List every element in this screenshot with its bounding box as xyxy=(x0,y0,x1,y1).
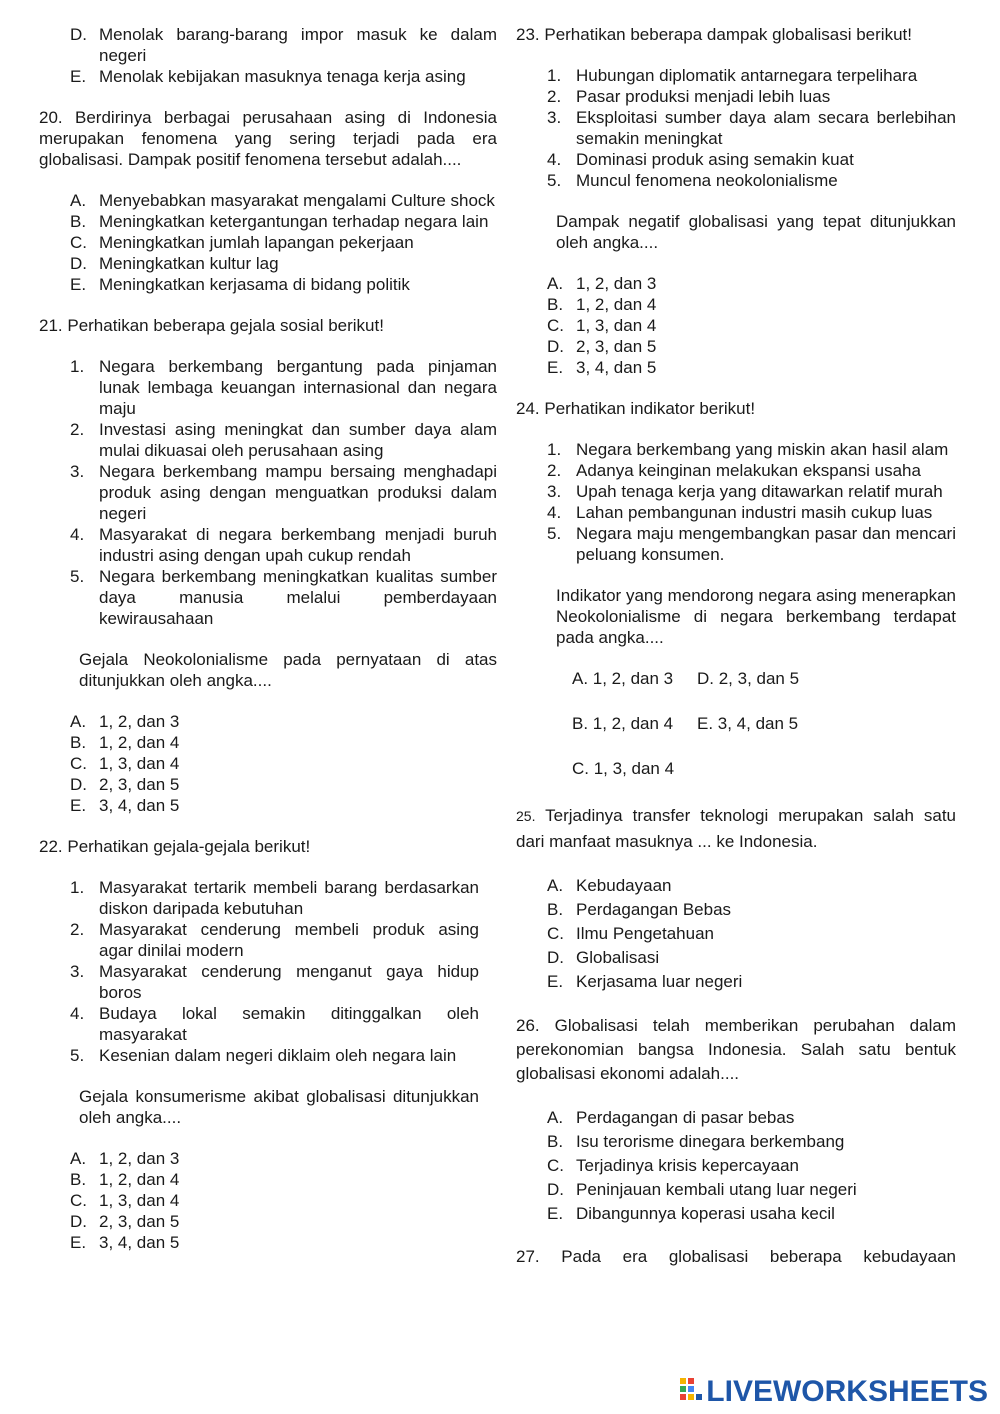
q23-options xyxy=(516,273,956,378)
q24-indicator-1: 1. Negara berkembang yang miskin akan hasil alam xyxy=(547,440,949,459)
q25-option-c[interactable]: C. Ilmu Pengetahuan xyxy=(547,924,714,943)
q26-option-e[interactable]: E. Dibangunnya koperasi usaha kecil xyxy=(547,1204,835,1223)
q23-option-b[interactable]: B. 1, 2, dan 4 xyxy=(547,295,657,314)
right-column xyxy=(516,24,956,1267)
q23-option-d[interactable]: D. 2, 3, dan 5 xyxy=(547,337,657,356)
q23-lead: Dampak negatif globalisasi yang tepat ditunjukkan oleh angka.... xyxy=(556,212,956,252)
q26-options xyxy=(516,1106,956,1226)
q21-option-e[interactable]: E. 3, 4, dan 5 xyxy=(70,796,180,815)
q24-indicator-3: 3. Upah tenaga kerja yang ditawarkan relatif murah xyxy=(547,482,943,501)
q23-option-c[interactable]: C. 1, 3, dan 4 xyxy=(547,316,657,335)
q25-option-a[interactable]: A. Kebudayaan xyxy=(547,876,672,895)
q21-option-c[interactable]: C. 1, 3, dan 4 xyxy=(70,754,180,773)
q26-stem: 26. Globalisasi telah memberikan perubahan dalam perekonomian bangsa Indonesia. Salah satu bentuk globalisasi ekonomi adalah.... xyxy=(516,1016,956,1083)
q22-option-a[interactable]: A. 1, 2, dan 3 xyxy=(70,1149,180,1168)
q21-statements xyxy=(39,356,497,629)
q20-options xyxy=(39,190,497,295)
q26-option-d[interactable]: D. Peninjauan kembali utang luar negeri xyxy=(547,1180,857,1199)
q22-block xyxy=(39,877,479,1128)
q26-option-c[interactable]: C. Terjadinya krisis kepercayaan xyxy=(547,1156,799,1175)
liveworksheets-logo xyxy=(680,1374,988,1408)
left-column xyxy=(39,24,497,1253)
q24-option-d[interactable]: D. 2, 3, dan 5 xyxy=(697,669,800,688)
q23-option-e[interactable]: E. 3, 4, dan 5 xyxy=(547,358,657,377)
q23-statement-4: 4. Dominasi produk asing semakin kuat xyxy=(547,150,854,169)
q23-option-a[interactable]: A. 1, 2, dan 3 xyxy=(547,274,657,293)
q22-option-c[interactable]: C. 1, 3, dan 4 xyxy=(70,1191,180,1210)
q19-option-e[interactable]: E. Menolak kebijakan masuknya tenaga kerja asing xyxy=(70,67,466,86)
q25-stem: 25. Terjadinya transfer teknologi merupakan salah satu dari manfaat masuknya ... ke Indonesia. xyxy=(516,806,956,851)
q21-statement-3: 3. Negara berkembang mampu bersaing menghadapi produk asing dengan menguatkan produksi dalam negeri xyxy=(70,462,497,523)
q24-indicator-5: 5. Negara maju mengembangkan pasar dan mencari peluang konsumen. xyxy=(547,524,956,564)
q23-stem: 23. Perhatikan beberapa dampak globalisasi berikut! xyxy=(516,25,912,44)
q22-option-d[interactable]: D. 2, 3, dan 5 xyxy=(70,1212,180,1231)
q24-option-a[interactable]: A. 1, 2, dan 3 xyxy=(572,669,674,688)
q22-options xyxy=(39,1148,497,1253)
q22-statement-4: 4. Budaya lokal semakin ditinggalkan oleh masyarakat xyxy=(70,1004,479,1044)
q22-option-b[interactable]: B. 1, 2, dan 4 xyxy=(70,1170,180,1189)
q21-options xyxy=(39,711,497,816)
q21-stem: 21. Perhatikan beberapa gejala sosial berikut! xyxy=(39,316,384,335)
q20-stem: 20. Berdirinya berbagai perusahaan asing di Indonesia merupakan fenomena yang sering terjadi pada era globalisasi. Dampak positif fenomena tersebut adalah.... xyxy=(39,108,497,169)
q20-option-a[interactable]: A. Menyebabkan masyarakat mengalami Culture shock xyxy=(70,191,495,210)
q22-statement-2: 2. Masyarakat cenderung membeli produk asing agar dinilai modern xyxy=(70,920,479,960)
q21-lead: Gejala Neokolonialisme pada pernyataan di atas ditunjukkan oleh angka.... xyxy=(79,650,497,690)
liveworksheets-logo-icon xyxy=(680,1378,702,1404)
q22-statement-3: 3. Masyarakat cenderung menganut gaya hidup boros xyxy=(70,962,479,1002)
q23-statement-3: 3. Eksploitasi sumber daya alam secara berlebihan semakin meningkat xyxy=(547,108,956,148)
q27-stem: 27. Pada era globalisasi beberapa kebudayaan xyxy=(516,1247,956,1266)
q24-lead: Indikator yang mendorong negara asing menerapkan Neokolonialisme di negara berkembang terdapat pada angka.... xyxy=(556,586,956,647)
q19-option-d[interactable]: D. Menolak barang-barang impor masuk ke dalam negeri xyxy=(70,25,497,65)
liveworksheets-logo-text: LIVEWORKSHEETS xyxy=(706,1374,988,1408)
q24-option-e[interactable]: E. 3, 4, dan 5 xyxy=(697,714,799,733)
q22-lead: Gejala konsumerisme akibat globalisasi ditunjukkan oleh angka.... xyxy=(79,1087,479,1127)
q24-indicator-2: 2. Adanya keinginan melakukan ekspansi usaha xyxy=(547,461,921,480)
q19-options-tail xyxy=(39,24,497,87)
q20-option-c[interactable]: C. Meningkatkan jumlah lapangan pekerjaan xyxy=(70,233,414,252)
q21-option-d[interactable]: D. 2, 3, dan 5 xyxy=(70,775,180,794)
q24-options xyxy=(516,668,956,779)
q20-option-d[interactable]: D. Meningkatkan kultur lag xyxy=(70,254,279,273)
q21-statement-1: 1. Negara berkembang bergantung pada pinjaman lunak lembaga keuangan internasional dan negara maju xyxy=(70,357,497,418)
q24-stem: 24. Perhatikan indikator berikut! xyxy=(516,399,756,418)
q20-option-e[interactable]: E. Meningkatkan kerjasama di bidang politik xyxy=(70,275,410,294)
q23-statement-5: 5. Muncul fenomena neokolonialisme xyxy=(547,171,838,190)
q25-options xyxy=(516,874,956,994)
q21-option-b[interactable]: B. 1, 2, dan 4 xyxy=(70,733,180,752)
q24-option-b[interactable]: B. 1, 2, dan 4 xyxy=(572,714,674,733)
q22-option-e[interactable]: E. 3, 4, dan 5 xyxy=(70,1233,180,1252)
q24-indicators xyxy=(516,439,956,565)
q25-option-e[interactable]: E. Kerjasama luar negeri xyxy=(547,972,743,991)
q25-option-d[interactable]: D. Globalisasi xyxy=(547,948,660,967)
q21-statement-4: 4. Masyarakat di negara berkembang menjadi buruh industri asing dengan upah cukup rendah xyxy=(70,525,497,565)
q25-option-b[interactable]: B. Perdagangan Bebas xyxy=(547,900,732,919)
q21-statement-5: 5. Negara berkembang meningkatkan kualitas sumber daya manusia melalui pemberdayaan kewirausahaan xyxy=(70,567,497,628)
q22-statement-5: 5. Kesenian dalam negeri diklaim oleh negara lain xyxy=(70,1046,457,1065)
q20-option-b[interactable]: B. Meningkatkan ketergantungan terhadap negara lain xyxy=(70,212,489,231)
q23-statement-1: 1. Hubungan diplomatik antarnegara terpelihara xyxy=(547,66,918,85)
q23-statements xyxy=(516,65,956,191)
q21-statement-2: 2. Investasi asing meningkat dan sumber daya alam mulai dikuasai oleh perusahaan asing xyxy=(70,420,497,460)
q22-statements xyxy=(39,877,479,1066)
q26-option-b[interactable]: B. Isu terorisme dinegara berkembang xyxy=(547,1132,845,1151)
q24-indicator-4: 4. Lahan pembangunan industri masih cukup luas xyxy=(547,503,933,522)
q22-stem: 22. Perhatikan gejala-gejala berikut! xyxy=(39,837,311,856)
q26-option-a[interactable]: A. Perdagangan di pasar bebas xyxy=(547,1108,795,1127)
q24-option-c[interactable]: C. 1, 3, dan 4 xyxy=(572,759,675,778)
q23-statement-2: 2. Pasar produksi menjadi lebih luas xyxy=(547,87,831,106)
q22-statement-1: 1. Masyarakat tertarik membeli barang berdasarkan diskon daripada kebutuhan xyxy=(70,878,479,918)
q21-option-a[interactable]: A. 1, 2, dan 3 xyxy=(70,712,180,731)
